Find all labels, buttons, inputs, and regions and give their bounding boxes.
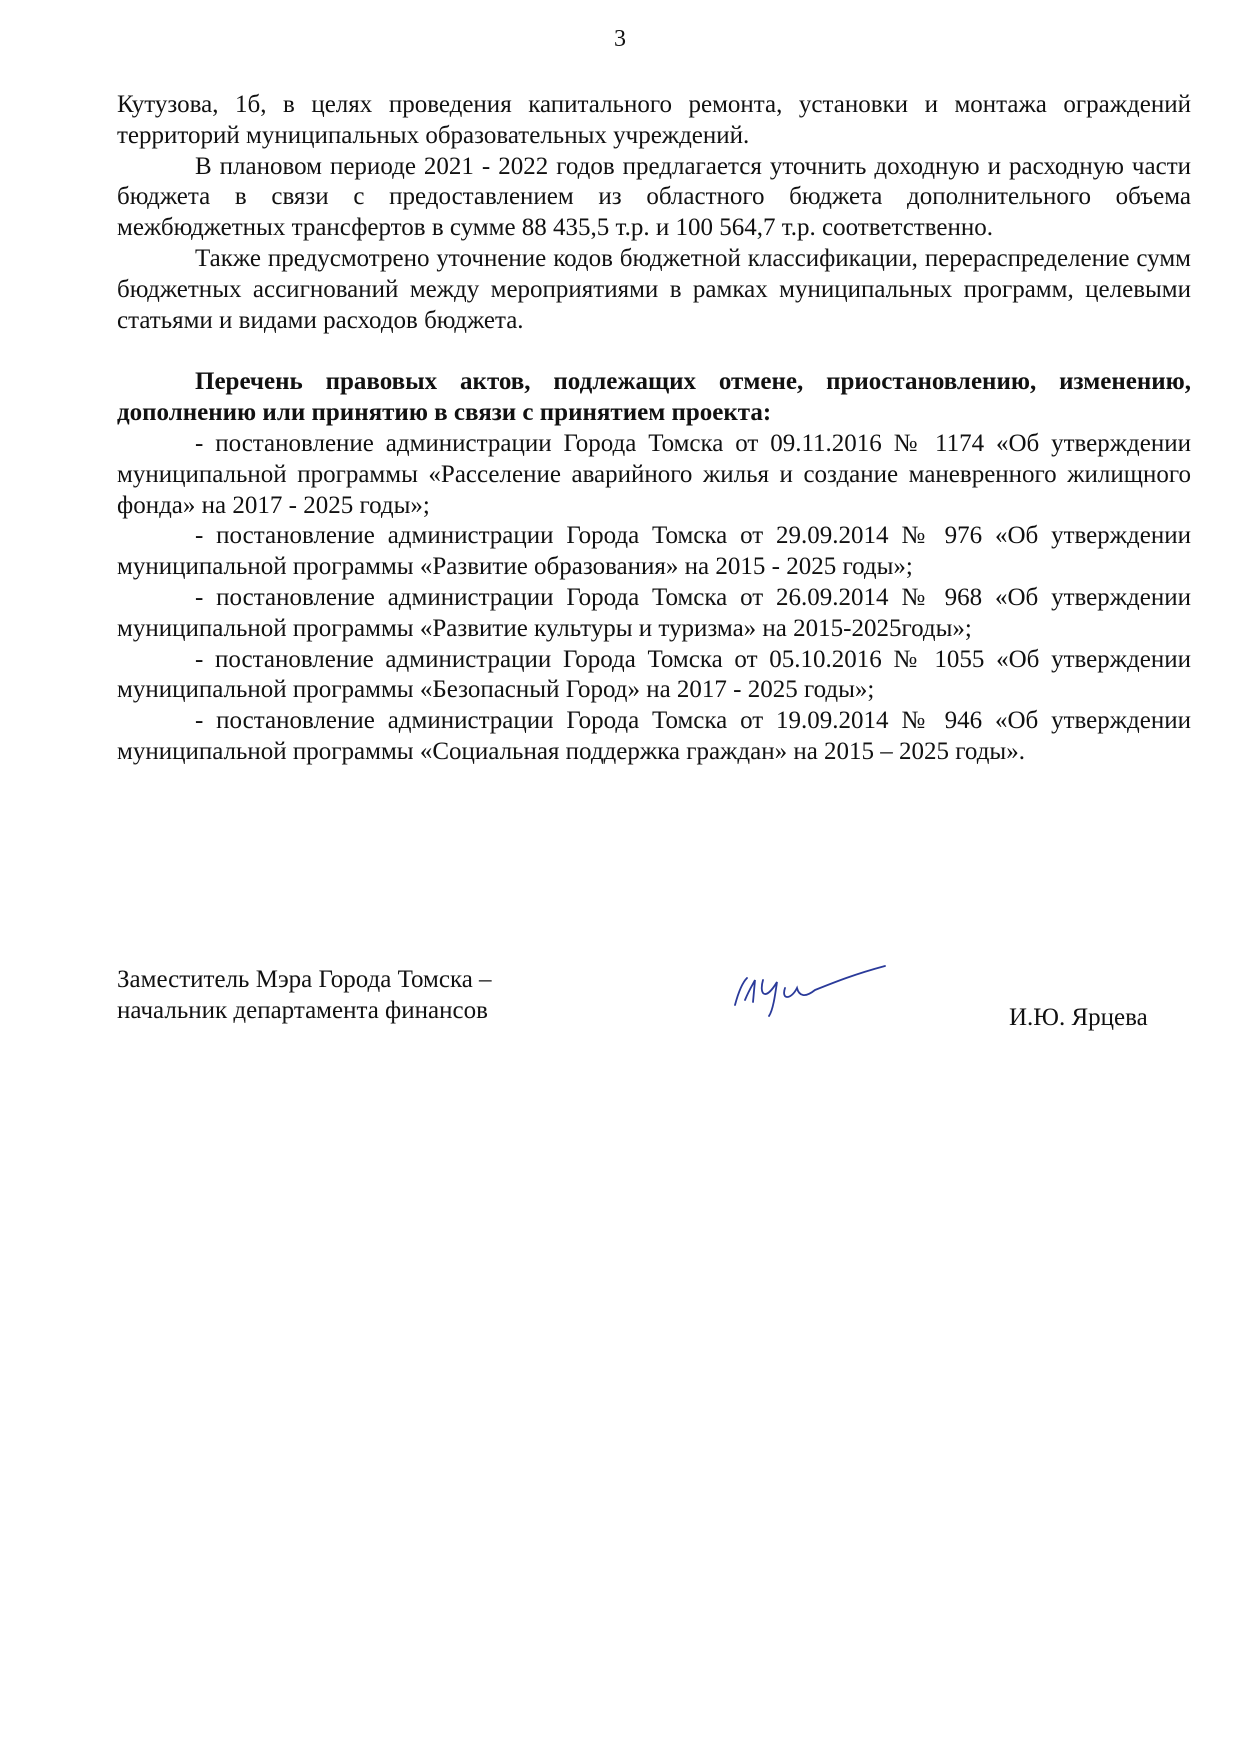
position-line: начальник департамента финансов [117,997,488,1024]
position-line: Заместитель Мэра Города Томска – [117,966,492,993]
page-number: 3 [614,26,626,52]
act-item: - постановление администрации Города Томска от 05.10.2016 № 1055 «Об утверждении муниципальной программы «Безопасный Город» на 2017 - 2025 годы»; [117,645,1191,704]
signatory-position [117,964,492,1026]
paragraph: В плановом периоде 2021 - 2022 годов предлагается уточнить доходную и расходную части бюджета в связи с предоставлением из областного бюджета дополнительного объема межбюджетных трансфертов в сумме 88 435,5 т.р. и 100 564,7 т.р. соответственно. [117,152,1191,242]
signatory-name: И.Ю. Ярцева [1009,1004,1148,1031]
acts-heading: Перечень правовых актов, подлежащих отмене, приостановлению, изменению, дополнению или принятию в связи с принятием проекта: [117,368,1191,427]
handwritten-signature [725,960,895,1020]
paragraph: Кутузова, 1б, в целях проведения капитального ремонта, установки и монтажа ограждений территорий муниципальных образовательных учреждений. [117,91,1191,149]
act-item: - постановление администрации Города Томска от 09.11.2016 № 1174 «Об утверждении муниципальной программы «Расселение аварийного жилья и создание маневренного жилищного фонда» на 2017 - 2025 годы»; [117,429,1191,519]
act-item: - постановление администрации Города Томска от 26.09.2014 № 968 «Об утверждении муниципальной программы «Развитие культуры и туризма» на 2015-2025годы»; [117,583,1191,642]
paragraph: Также предусмотрено уточнение кодов бюджетной классификации, перераспределение сумм бюджетных ассигнований между мероприятиями в рамках муниципальных программ, целевыми статьями и видами расходов бюджета. [117,244,1191,334]
act-item: - постановление администрации Города Томска от 19.09.2014 № 946 «Об утверждении муниципальной программы «Социальная поддержка граждан» на 2015 – 2025 годы». [117,707,1191,765]
document-body [117,90,1191,768]
act-item: - постановление администрации Города Томска от 29.09.2014 № 976 «Об утверждении муниципальной программы «Развитие образования» на 2015 - 2025 годы»; [117,522,1191,581]
